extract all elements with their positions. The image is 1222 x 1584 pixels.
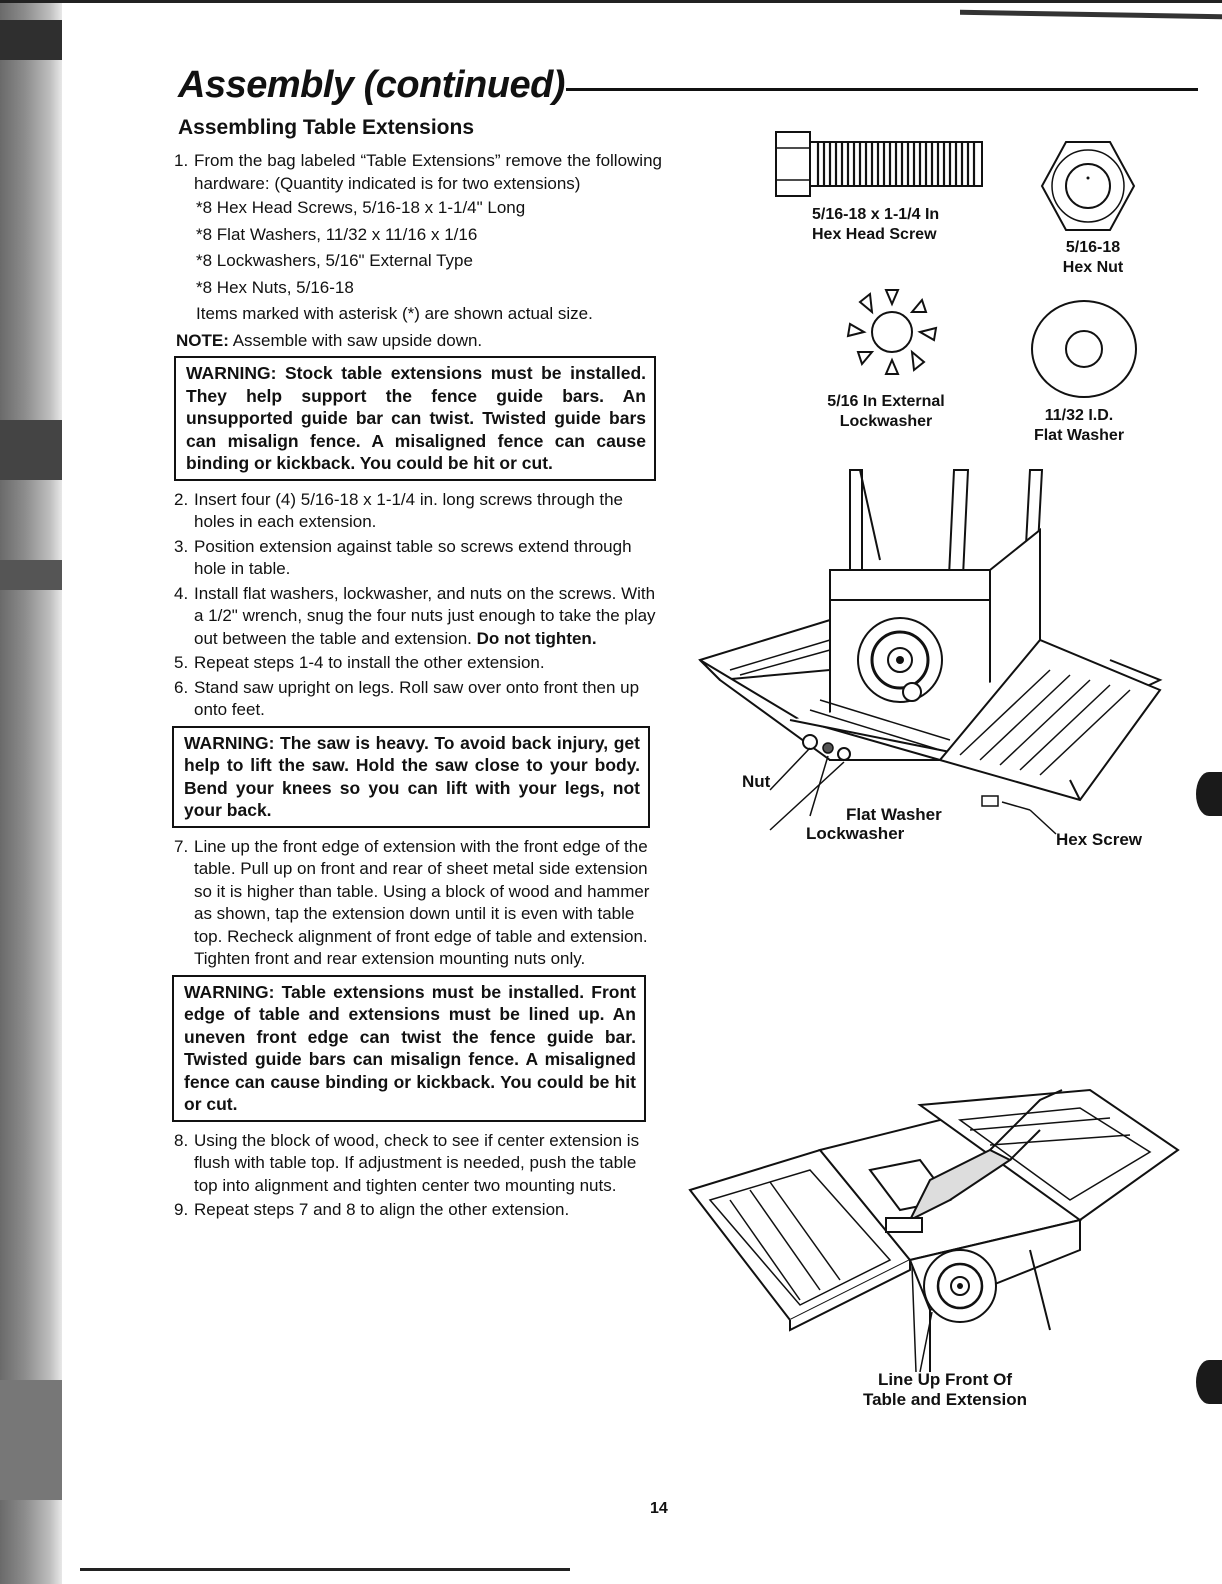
lockwasher-caption (818, 392, 954, 432)
step-number: 4. (174, 583, 189, 603)
step-4 (172, 583, 662, 651)
step-number: 5. (174, 653, 189, 672)
caption-line: Hex Nut (1062, 259, 1124, 276)
step-number: 6. (174, 677, 189, 697)
caption-line: 11/32 I.D. (1044, 407, 1114, 424)
step-number: 1. (174, 151, 189, 170)
instructions-column (172, 150, 662, 1224)
step-text: Stand saw upright on legs. Roll saw over onto front then up onto feet. (194, 677, 640, 719)
step-text: Repeat steps 7 and 8 to align the other extension. (194, 1200, 570, 1219)
flat-washer-label: Flat Washer (846, 805, 942, 824)
lockwasher-label: Lockwasher (806, 824, 905, 843)
list-item: *8 Lockwashers, 5/16" External Type (196, 251, 473, 270)
step-number: 9. (174, 1200, 189, 1219)
flat-washer-illustration (1028, 298, 1140, 400)
step-number: 3. (174, 536, 189, 556)
scan-edge (0, 0, 62, 1584)
step-5 (172, 652, 662, 675)
note (176, 330, 662, 353)
top-rule (0, 0, 1222, 3)
step-text: Line up the front edge of extension with the front edge of the table. Pull up on front and rear of sheet metal side extension so it is higher than table. Using a block of wood and hammer as shown, tap the extension down until it is even with table top. Recheck alignment of front edge of table and extension. Tighten front and rear extension mounting nuts only. (194, 836, 650, 968)
asterisk-note: Items marked with asterisk (*) are shown actual size. (196, 304, 593, 323)
punch-hole (1196, 772, 1222, 816)
note-label: NOTE: (176, 330, 229, 350)
hex-head-screw-illustration (770, 128, 990, 200)
warning-box: WARNING: The saw is heavy. To avoid back injury, get help to lift the saw. Hold the saw close to your body. Bend your knees so you can lift with your legs, not your back. (172, 726, 650, 828)
caption-line: Table and Extension (862, 1390, 1028, 1409)
step-text: Install flat washers, lockwasher, and nuts on the screws. With a 1/2" wrench, snug the four nuts just enough to take the play out between the table and extension. (194, 583, 656, 648)
step-number: 7. (174, 836, 189, 856)
hardware-list (196, 197, 662, 299)
title-rule (566, 88, 1198, 91)
warning-box: WARNING: Table extensions must be installed. Front edge of table and extensions must be lined up. An uneven front edge can twist the fence guide bar. Twisted guide bars can misalign fence. A misaligned fence can cause binding or kickback. You could be hit or cut. (172, 975, 646, 1122)
step-text: Position extension against table so screws extend through hole in table. (194, 536, 632, 578)
note-text: Assemble with saw upside down. (232, 330, 483, 350)
title-row (178, 64, 1198, 114)
hex-screw-label: Hex Screw (1056, 830, 1142, 849)
caption-line: 5/16 In External (827, 393, 945, 410)
hex-nut-illustration (1038, 140, 1138, 232)
punch-hole (1196, 1360, 1222, 1404)
bottom-rule (80, 1568, 570, 1571)
alignment-illustration (690, 1090, 1180, 1372)
step-number: 2. (174, 489, 189, 509)
flat-washer-caption (1024, 406, 1134, 446)
alignment-caption (840, 1370, 1050, 1410)
step-1 (172, 150, 662, 195)
warning-box: WARNING: Stock table extensions must be installed. They help support the fence guide bars. An unsupported guide bar can twist. Twisted guide bars can misalign fence. A misaligned fence can cause binding or kickback. You could be hit or cut. (174, 356, 656, 481)
caption-line: Lockwasher (839, 413, 933, 430)
caption-line: Line Up Front Of (877, 1370, 1013, 1389)
page-number: 14 (650, 1500, 668, 1517)
step-9 (172, 1199, 662, 1222)
list-item: *8 Hex Head Screws, 5/16-18 x 1-1/4" Long (196, 198, 526, 217)
step-text: Insert four (4) 5/16-18 x 1-1/4 in. long screws through the holes in each extension. (194, 489, 624, 531)
list-item: *8 Flat Washers, 11/32 x 11/16 x 1/16 (196, 224, 478, 244)
step-2 (172, 489, 662, 534)
step-bold-text: Do not tighten. (476, 628, 597, 648)
screw-caption (812, 205, 939, 245)
nut-label: Nut (742, 772, 771, 791)
caption-line: 5/16-18 x 1-1/4 In (812, 206, 940, 223)
lockwasher-illustration (840, 284, 944, 380)
step-3 (172, 536, 662, 581)
step-7 (172, 836, 662, 971)
step-text: Repeat steps 1-4 to install the other extension. (194, 653, 545, 672)
section-heading: Assembling Table Extensions (178, 116, 475, 139)
step-number: 8. (174, 1130, 189, 1150)
list-item: *8 Hex Nuts, 5/16-18 (196, 277, 354, 297)
step-8 (172, 1130, 662, 1198)
top-right-rule (960, 10, 1222, 20)
hex-nut-caption (1048, 238, 1138, 278)
step-6 (172, 677, 662, 722)
caption-line: 5/16-18 (1065, 239, 1121, 256)
step-text: Using the block of wood, check to see if center extension is flush with table top. If adjustment is needed, push the table top into alignment and tighten center two mounting nuts. (194, 1130, 640, 1195)
page-title: Assembly (continued) (178, 64, 565, 106)
step-text: From the bag labeled “Table Extensions” remove the following hardware: (Quantity indicated is for two extensions) (194, 151, 662, 193)
caption-line: Flat Washer (1033, 427, 1125, 444)
caption-line: Hex Head Screw (812, 226, 937, 243)
